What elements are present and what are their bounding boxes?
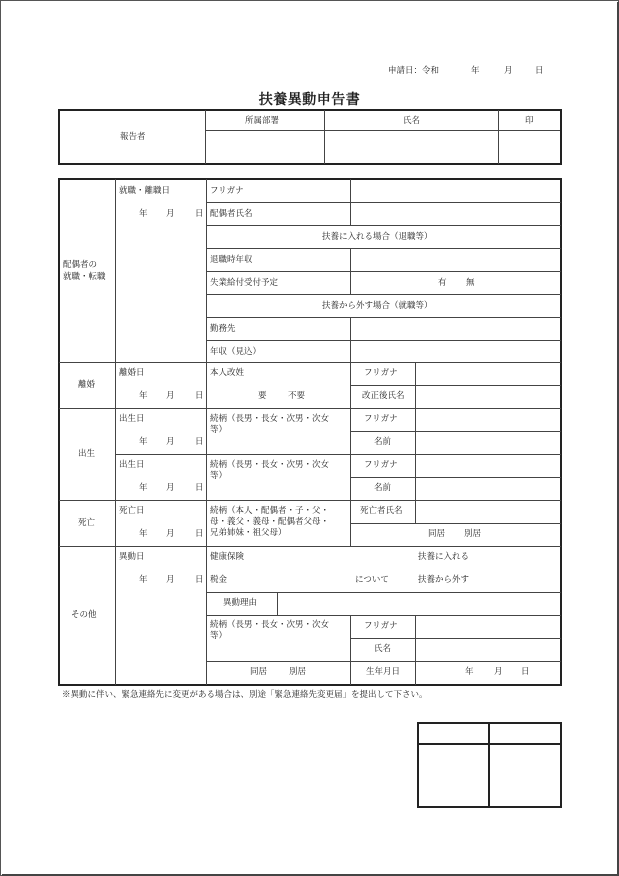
grid-line bbox=[350, 616, 351, 685]
year-label: 年 bbox=[139, 209, 148, 219]
month-label: 月 bbox=[166, 529, 175, 539]
unemployment-yes[interactable]: 有 bbox=[438, 278, 447, 288]
grid-line bbox=[207, 661, 561, 662]
other-section-label: その他 bbox=[71, 610, 97, 620]
spouse-section-label-2: 就職・転職 bbox=[63, 272, 106, 282]
income-field[interactable] bbox=[352, 250, 560, 270]
grid-line bbox=[415, 501, 416, 523]
month-label: 月 bbox=[166, 575, 175, 585]
apply-month-label: 月 bbox=[504, 66, 513, 76]
grid-line bbox=[206, 130, 560, 131]
grid-line bbox=[488, 723, 490, 807]
other-furigana-label: フリガナ bbox=[364, 621, 398, 631]
grid-line bbox=[59, 546, 561, 547]
grid-line bbox=[207, 294, 561, 295]
divorce-date-label: 離婚日 bbox=[119, 368, 145, 378]
unemployment-no[interactable]: 無 bbox=[466, 278, 475, 288]
workplace-field[interactable] bbox=[352, 319, 560, 339]
grid-line bbox=[277, 592, 278, 615]
other-relation-2: 等） bbox=[210, 631, 228, 641]
name-change-required[interactable]: 要 bbox=[258, 391, 267, 401]
health-insurance-label: 健康保険 bbox=[210, 552, 245, 562]
other-furigana-field[interactable] bbox=[417, 617, 560, 637]
birth-furigana-label-1: フリガナ bbox=[364, 414, 398, 424]
day-label: 日 bbox=[521, 667, 530, 677]
remove-case-heading: 扶養から外す場合（就職等） bbox=[322, 301, 433, 311]
apply-day-label: 日 bbox=[535, 66, 544, 76]
grid-line bbox=[207, 248, 561, 249]
grid-line bbox=[59, 408, 561, 409]
birth-relation-2: 続柄（長男・長女・次男・次女 bbox=[210, 460, 330, 470]
seal-field[interactable] bbox=[500, 132, 560, 163]
apply-date-label: 申請日：令和 bbox=[388, 66, 440, 76]
annual-income-field[interactable] bbox=[352, 342, 560, 361]
birthdate-label: 生年月日 bbox=[366, 667, 401, 677]
add-case-heading: 扶養に入れる場合（退職等） bbox=[322, 232, 433, 242]
year-label: 年 bbox=[465, 667, 474, 677]
grid-line bbox=[206, 179, 207, 685]
approval-stamp-2[interactable] bbox=[491, 746, 560, 806]
grid-line bbox=[116, 454, 561, 455]
other-cohabit[interactable]: 同居 bbox=[250, 667, 268, 677]
other-add-option[interactable]: 扶養に入れる bbox=[418, 552, 470, 562]
spouse-furigana-label: フリガナ bbox=[210, 186, 244, 196]
grid-line bbox=[207, 317, 561, 318]
day-label: 日 bbox=[195, 529, 204, 539]
grid-line bbox=[207, 202, 561, 203]
spouse-date-label: 就職・離職日 bbox=[119, 186, 171, 196]
death-relation-3: 兄弟姉妹・祖父母） bbox=[210, 528, 287, 538]
birth-name-field-1[interactable] bbox=[417, 433, 560, 453]
grid-line bbox=[115, 179, 116, 685]
month-label: 月 bbox=[494, 667, 503, 677]
birth-date-label-1: 出生日 bbox=[119, 414, 145, 424]
approval-stamp-1[interactable] bbox=[420, 746, 487, 806]
grid-line bbox=[351, 638, 561, 639]
other-name-field[interactable] bbox=[417, 640, 560, 660]
name-change-not-required[interactable]: 不要 bbox=[288, 391, 306, 401]
grid-line bbox=[351, 477, 561, 478]
day-label: 日 bbox=[195, 437, 204, 447]
grid-line bbox=[207, 225, 561, 226]
day-label: 日 bbox=[195, 209, 204, 219]
name-change-label: 本人改姓 bbox=[210, 368, 245, 378]
reason-label: 異動理由 bbox=[223, 598, 258, 608]
deceased-name-field[interactable] bbox=[417, 502, 560, 522]
birth-name-label-2: 名前 bbox=[374, 483, 392, 493]
birth-furigana-field-2[interactable] bbox=[417, 456, 560, 476]
day-label: 日 bbox=[195, 575, 204, 585]
other-relation-1: 続柄（長男・長女・次男・次女 bbox=[210, 620, 330, 630]
form-title: 扶養異動申告書 bbox=[258, 92, 361, 108]
birth-date-label-2: 出生日 bbox=[119, 460, 145, 470]
death-cohabit[interactable]: 同居 bbox=[428, 529, 446, 539]
grid-line bbox=[351, 431, 561, 432]
year-label: 年 bbox=[139, 391, 148, 401]
year-label: 年 bbox=[139, 575, 148, 585]
death-section-label: 死亡 bbox=[78, 518, 96, 528]
grid-line bbox=[207, 615, 561, 616]
month-label: 月 bbox=[166, 437, 175, 447]
year-label: 年 bbox=[139, 483, 148, 493]
grid-line bbox=[415, 409, 416, 500]
grid-line bbox=[59, 500, 561, 501]
grid-line bbox=[415, 616, 416, 685]
spouse-section-label: 配偶者の bbox=[63, 260, 98, 270]
annual-income-label: 年収（見込） bbox=[210, 347, 262, 357]
new-name-field[interactable] bbox=[417, 387, 560, 407]
deceased-name-label: 死亡者氏名 bbox=[360, 506, 403, 516]
birth-name-label-1: 名前 bbox=[374, 437, 392, 447]
dept-field[interactable] bbox=[207, 132, 323, 163]
spouse-name-label: 配偶者氏名 bbox=[210, 209, 253, 219]
grid-line bbox=[207, 271, 561, 272]
grid-line bbox=[207, 340, 561, 341]
death-relation-1: 続柄（本人・配偶者・子・父・ bbox=[210, 506, 330, 516]
other-separate[interactable]: 別居 bbox=[289, 667, 307, 677]
day-label: 日 bbox=[195, 391, 204, 401]
year-label: 年 bbox=[139, 529, 148, 539]
new-name-label: 改正後氏名 bbox=[362, 391, 405, 401]
death-relation-2: 母・義父・義母・配偶者父母・ bbox=[210, 517, 330, 527]
death-separate[interactable]: 別居 bbox=[464, 529, 482, 539]
reporter-name-field[interactable] bbox=[326, 132, 497, 163]
other-date-label: 異動日 bbox=[119, 552, 145, 562]
grid-line bbox=[418, 743, 561, 745]
divorce-furigana-field[interactable] bbox=[417, 364, 560, 384]
grid-line bbox=[59, 362, 561, 363]
year-label: 年 bbox=[139, 437, 148, 447]
grid-line bbox=[207, 592, 561, 593]
grid-line bbox=[324, 110, 325, 164]
day-label: 日 bbox=[195, 483, 204, 493]
spouse-furigana-field[interactable] bbox=[352, 181, 560, 201]
grid-line bbox=[498, 110, 499, 164]
birth-section-label: 出生 bbox=[78, 449, 96, 459]
month-label: 月 bbox=[166, 209, 175, 219]
birth-name-field-2[interactable] bbox=[417, 479, 560, 499]
other-remove-option[interactable]: 扶養から外す bbox=[418, 575, 470, 585]
death-date-label: 死亡日 bbox=[119, 506, 145, 516]
grid-line bbox=[351, 385, 561, 386]
income-at-retire-label: 退職時年収 bbox=[210, 255, 253, 265]
birth-furigana-field-1[interactable] bbox=[417, 410, 560, 430]
dept-header: 所属部署 bbox=[245, 116, 280, 126]
apply-year-label: 年 bbox=[471, 66, 480, 76]
reporter-label: 報告者 bbox=[120, 132, 146, 142]
month-label: 月 bbox=[166, 483, 175, 493]
other-name-label: 氏名 bbox=[374, 644, 392, 654]
birth-relation-1: 続柄（長男・長女・次男・次女 bbox=[210, 414, 330, 424]
birth-furigana-label-2: フリガナ bbox=[364, 460, 398, 470]
tax-label: 税金 bbox=[210, 575, 228, 585]
grid-line bbox=[205, 110, 206, 164]
grid-line bbox=[351, 523, 561, 524]
divorce-section-label: 離婚 bbox=[78, 380, 96, 390]
seal-header: 印 bbox=[525, 116, 534, 126]
reason-field[interactable] bbox=[279, 594, 560, 614]
month-label: 月 bbox=[166, 391, 175, 401]
divorce-furigana-label: フリガナ bbox=[364, 368, 398, 378]
birth-relation-1b: 等） bbox=[210, 425, 228, 435]
birth-relation-2b: 等） bbox=[210, 471, 228, 481]
name-header: 氏名 bbox=[403, 116, 421, 126]
footnote: ※異動に伴い、緊急連絡先に変更がある場合は、別途「緊急連絡先変更届」を提出して下さい。 bbox=[62, 690, 428, 700]
about-label: について bbox=[355, 575, 389, 585]
grid-line bbox=[350, 409, 351, 500]
workplace-label: 勤務先 bbox=[210, 324, 236, 334]
spouse-name-field[interactable] bbox=[352, 204, 560, 224]
unemployment-label: 失業給付受付予定 bbox=[210, 278, 279, 288]
